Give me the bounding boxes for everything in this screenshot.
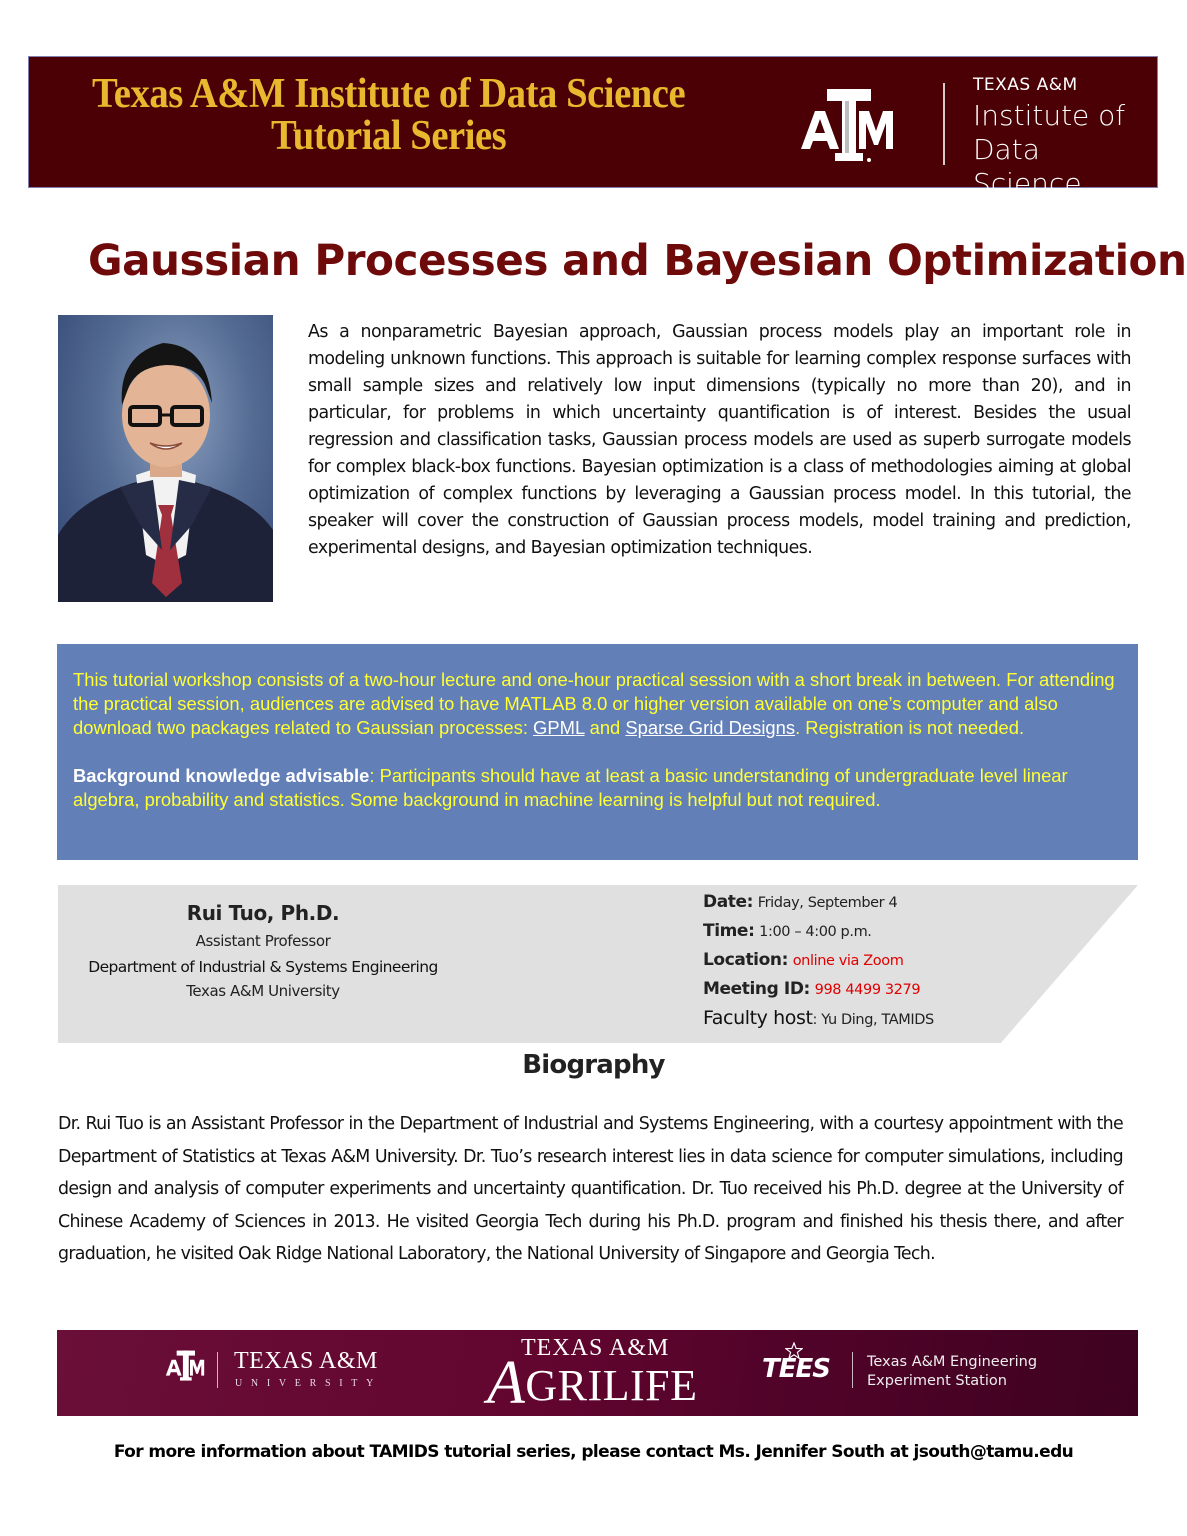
event-time: Time: 1:00 – 4:00 p.m. — [703, 921, 872, 941]
atm-logo-icon — [799, 87, 895, 165]
speaker-name: Rui Tuo, Ph.D. — [186, 901, 340, 925]
header-divider — [943, 83, 945, 165]
biography-heading: Biography — [522, 1050, 665, 1080]
logo-institute-name: Institute of Data Science — [973, 99, 1126, 200]
speaker-info — [58, 898, 468, 1002]
contact-info: For more information about TAMIDS tutorial series, please contact Ms. Jennifer South at jsouth@tamu.edu — [113, 1442, 1074, 1462]
series-title-line2: Tutorial Series — [270, 113, 507, 159]
sponsor-logos-banner — [57, 1330, 1138, 1416]
header-banner — [28, 56, 1158, 200]
workshop-info-box — [57, 644, 1138, 860]
workshop-description: This tutorial workshop consists of a two-hour lecture and one-hour practical session with a short break in between. For attending the practical session, audiences are advised to have MATLAB 8.0 or higher version available on one’s computer and also download two packages related to Gaussian processes: GPML and Sparse Grid Designs. Registration is not needed. — [73, 669, 1115, 738]
event-location: Location: online via Zoom — [703, 950, 904, 970]
tees-full-name: Texas A&M Engineering Experiment Station — [867, 1354, 1038, 1389]
agrilife-top-label: TEXAS A&M — [521, 1335, 670, 1361]
tamu-atm-logo-icon — [165, 1348, 205, 1384]
event-meeting-id: Meeting ID: 998 4499 3279 — [703, 979, 921, 999]
footer-divider — [217, 1352, 218, 1388]
abstract-text: As a nonparametric Bayesian approach, Gaussian process models play an important role in modeling unknown functions. This approach is suitable for learning complex response surfaces with small sample sizes and relatively low input dimensions (typically no more than 20), and in particular, for problems in which uncertainty quantification is of interest. Besides the usual regression and classification tasks, Gaussian process models are used as superb surrogate models for complex black-box functions. Bayesian optimization is a class of methodologies aiming at global optimization of complex functions by leveraging a Gaussian process model. In this tutorial, the speaker will cover the construction of Gaussian process models, model training and prediction, experimental designs, and Bayesian optimization techniques. — [308, 322, 1131, 558]
sparse-grid-designs-link[interactable]: Sparse Grid Designs — [625, 717, 796, 738]
page-title: Gaussian Processes and Bayesian Optimization — [88, 236, 1187, 286]
portrait-icon — [58, 315, 273, 602]
gpml-link[interactable]: GPML — [533, 717, 585, 738]
speaker-photo — [58, 315, 273, 602]
agrilife-wordmark: AGRILIFE — [487, 1349, 698, 1417]
logo-texas-am: TEXAS A&M — [973, 75, 1078, 95]
series-title — [39, 73, 738, 157]
tees-wordmark: TEES — [762, 1354, 830, 1384]
background-knowledge: Background knowledge advisable: Participants should have at least a basic understanding of undergraduate level linear algebra, probability and statistics. Some background in machine learning is helpful but not required. — [73, 765, 1068, 810]
tamu-wordmark: TEXAS A&M — [234, 1348, 378, 1374]
event-date: Date: Friday, September 4 — [703, 892, 898, 912]
series-title-line1: Texas A&M Institute of Data Science — [92, 71, 686, 117]
speaker-university: Texas A&M University — [186, 982, 340, 1000]
tamu-university-label: UNIVERSITY — [235, 1378, 382, 1389]
speaker-title: Assistant Professor — [195, 932, 331, 950]
background-knowledge-label: Background knowledge advisable — [73, 765, 370, 786]
footer-divider — [852, 1352, 853, 1388]
speaker-department: Department of Industrial & Systems Engineering — [88, 958, 438, 976]
event-details — [703, 888, 934, 1034]
event-faculty-host: Faculty host: Yu Ding, TAMIDS — [703, 1007, 934, 1029]
biography-text: Dr. Rui Tuo is an Assistant Professor in the Department of Industrial and Systems Engineering, with a courtesy appointment with the Department of Statistics at Texas A&M University. Dr. Tuo’s research interest lies in data science for computer simulations, including design and analysis of computer experiments and uncertainty quantification. Dr. Tuo received his Ph.D. degree at the University of Chinese Academy of Sciences in 2013. He visited Georgia Tech during his Ph.D. program and finished his thesis there, and after graduation, he visited Oak Ridge National Laboratory, the National University of Singapore and Georgia Tech. — [58, 1114, 1123, 1264]
